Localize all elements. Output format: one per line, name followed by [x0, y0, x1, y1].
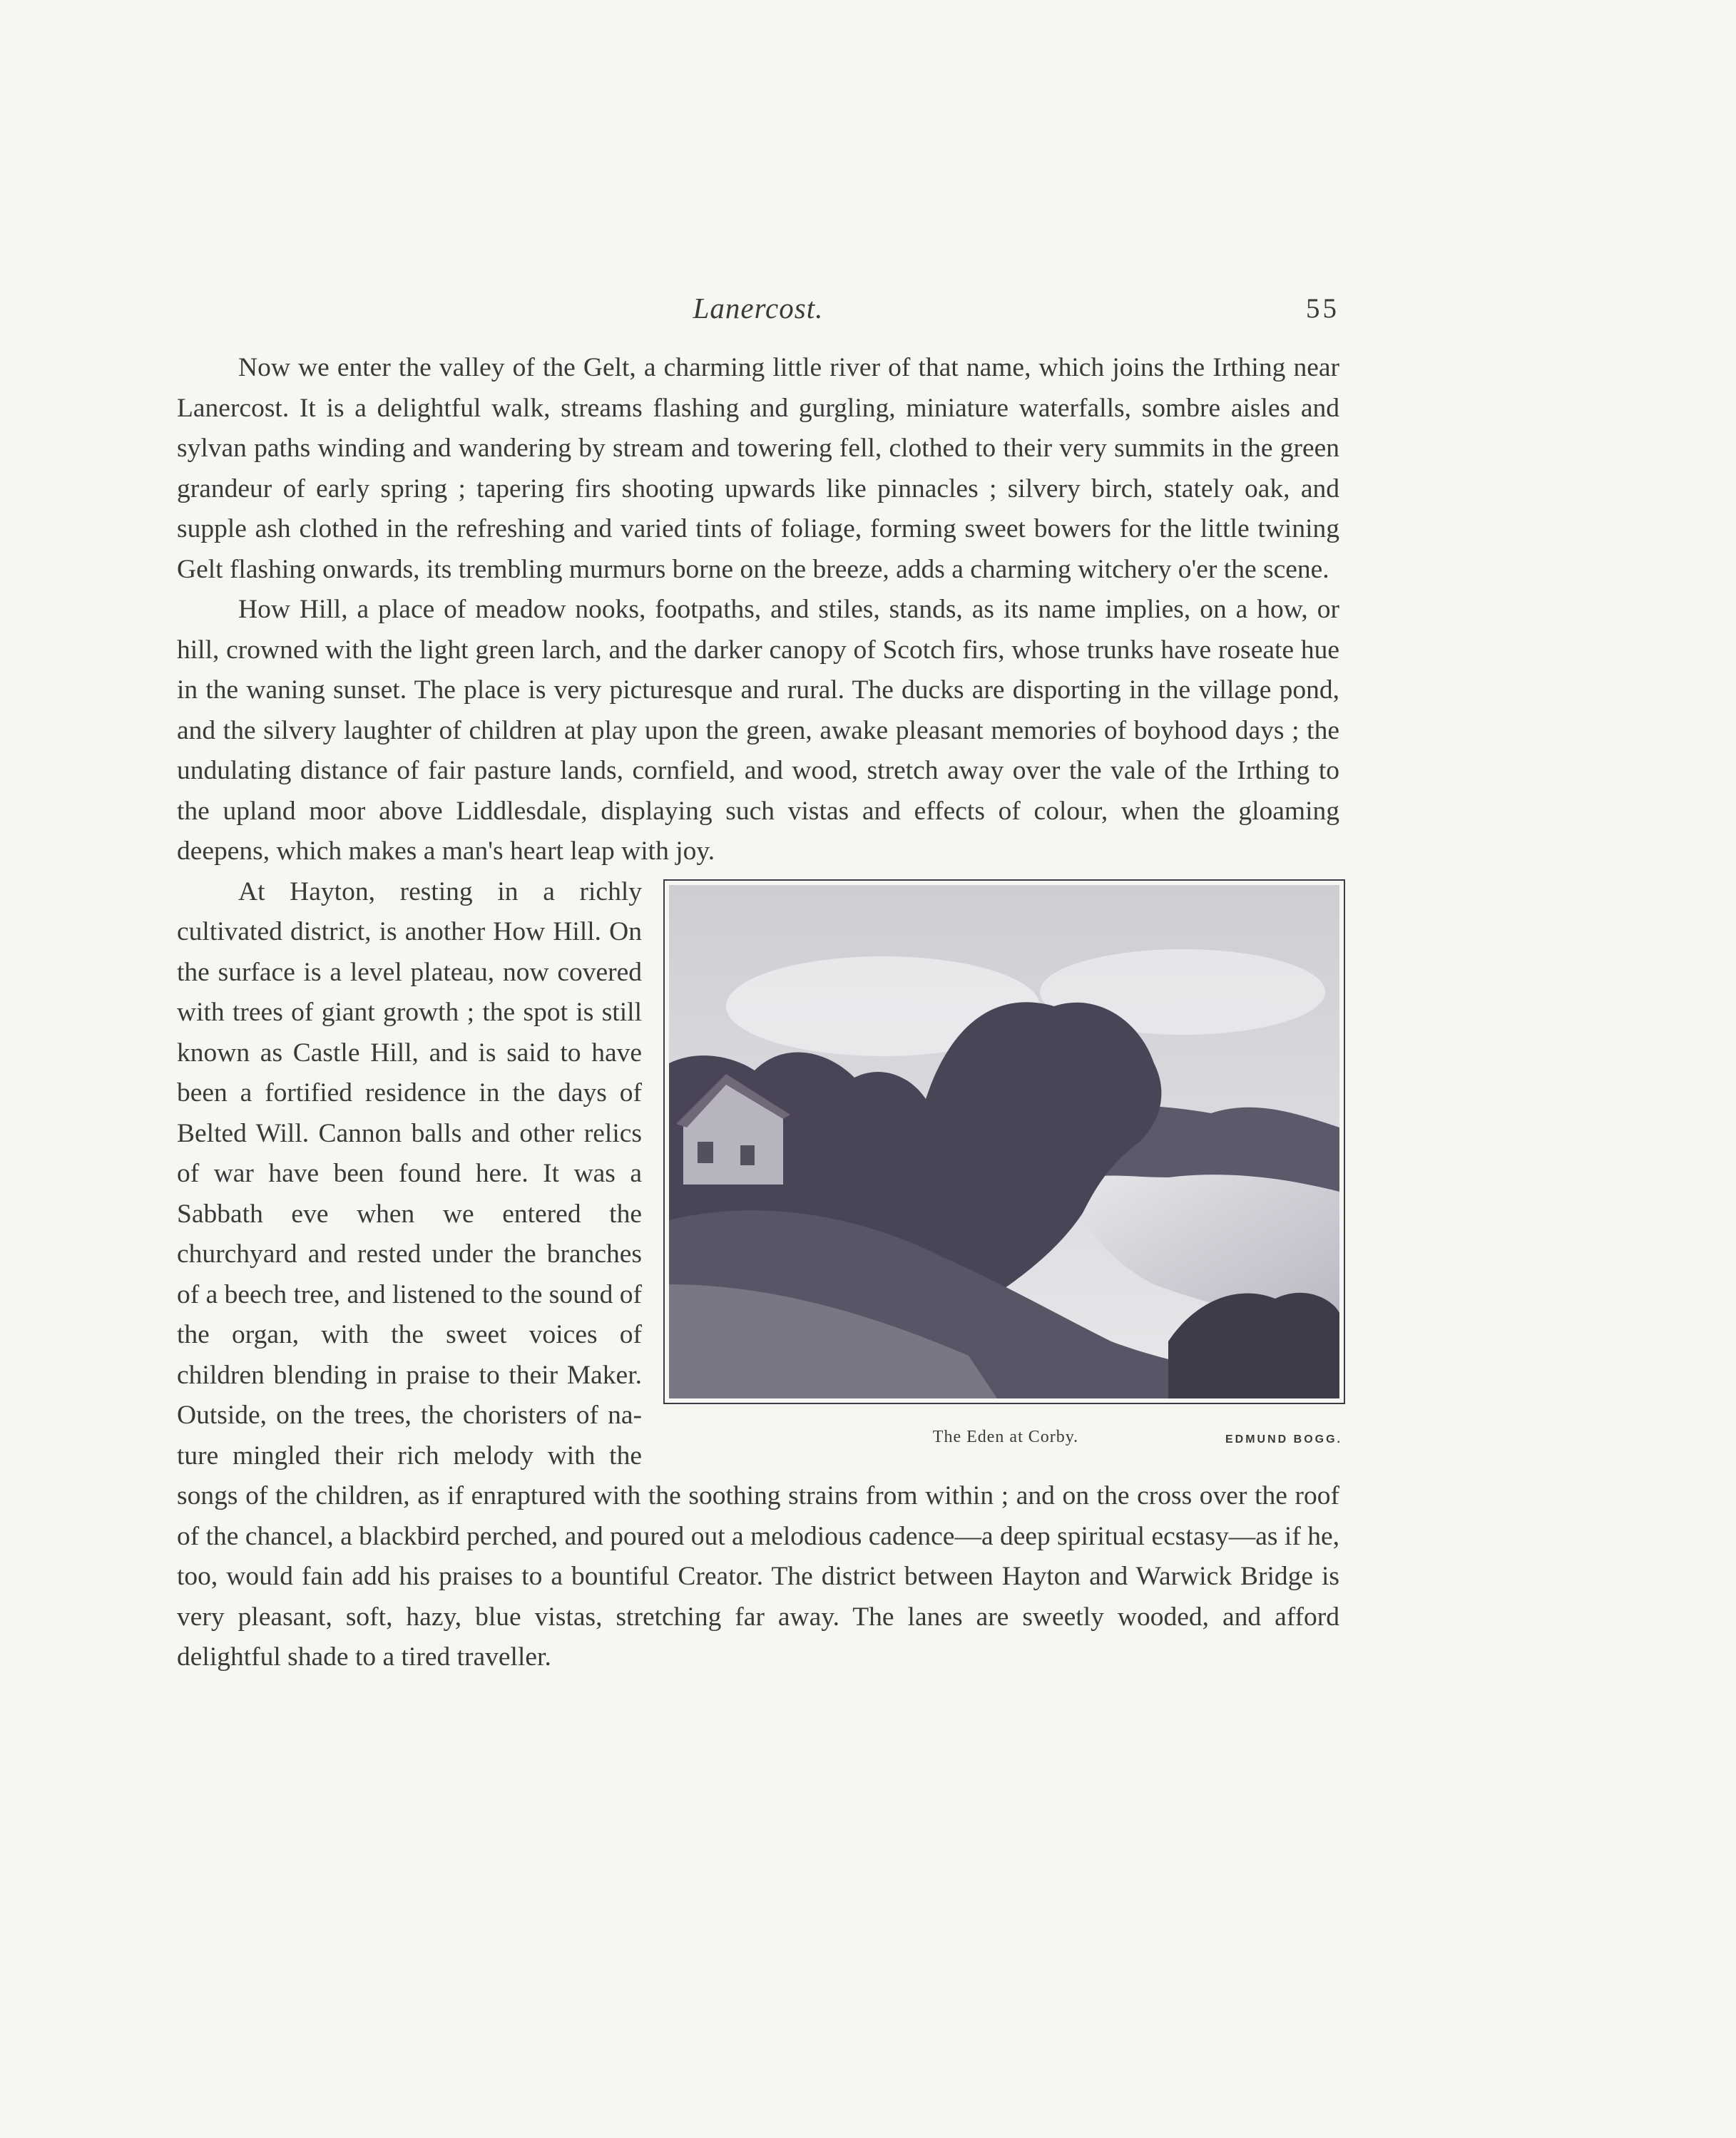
page-number: 55: [1306, 293, 1339, 324]
river-landscape-photo: [669, 885, 1339, 1398]
photo-credit: EDMUND BOGG.: [1225, 1433, 1342, 1446]
photo-frame: [663, 879, 1345, 1404]
paragraph-hayton: At Hayton, resting in a richly cultivated district, is another How Hill. On the surface is a level plateau, now covered with trees of giant growth ; the spot is still known as Castle Hill, and is said to have been a fortified residence in the days of Belted Will. Cannon balls and other relics of war have been found here. It was a Sabbath eve when we entered the churchyard and rested under the branches of a beech tree, and listened to the sound of the organ, with the sweet voices of children blending in praise to their Maker. Outside, on the trees, the choristers of nature mingled their rich melody with the songs of the children, as if enraptured with the soothing strains from within ; and on the cross over the roof of the chancel, a blackbird perched, and poured out a melodious cadence—a deep spiritual ecstasy—as if he, too, would fain add his praises to a bountiful Creator. The district between Hayton and Warwick Bridge is very pleasant, soft, hazy, blue vistas, stretching far away. The lanes are sweetly wooded, and afford delightful shade to a tired traveller.: [177, 876, 1339, 1672]
body-text: [177, 348, 1342, 1678]
figure-caption: The Eden at Corby.: [932, 1427, 1079, 1446]
running-head: [177, 285, 1339, 328]
paragraph-how-hill: How Hill, a place of meadow nooks, footpaths, and stiles, stands, as its name implies, on a how, or hill, crowned with the light green larch, and the darker canopy of Scotch firs, whose trunks have roseate hue in the waning sunset. The place is very picturesque and rural. The ducks are disporting in the village pond, and the silvery laughter of children at play upon the green, awake pleasant memories of boyhood days ; the undulating distance of fair pasture lands, cornfield, and wood, stretch away over the vale of the Irthing to the upland moor above Liddlesdale, displaying such vistas and effects of colour, when the gloaming deepens, which makes a man's heart leap with joy.: [177, 595, 1339, 866]
running-title: Lanercost.: [693, 292, 824, 324]
caption-row: [663, 1413, 1348, 1446]
paragraph-gelt-valley: Now we enter the valley of the Gelt, a charming little river of that name, which joins the Irthing near Lanercost. It is a delightful walk, streams flashing and gurgling, miniature waterfalls, sombre aisles and sylvan paths winding and wandering by stream and towering fell, clothed to their very summits in the green grandeur of early spring ; tapering firs shooting upwards like pinnacles ; silvery birch, stately oak, and supple ash clothed in the refreshing and varied tints of foliage, forming sweet bowers for the little twining Gelt flashing onwards, its trembling murmurs borne on the breeze, adds a charming witchery o'er the scene.: [177, 353, 1339, 584]
figure-eden-at-corby: [663, 879, 1348, 1446]
